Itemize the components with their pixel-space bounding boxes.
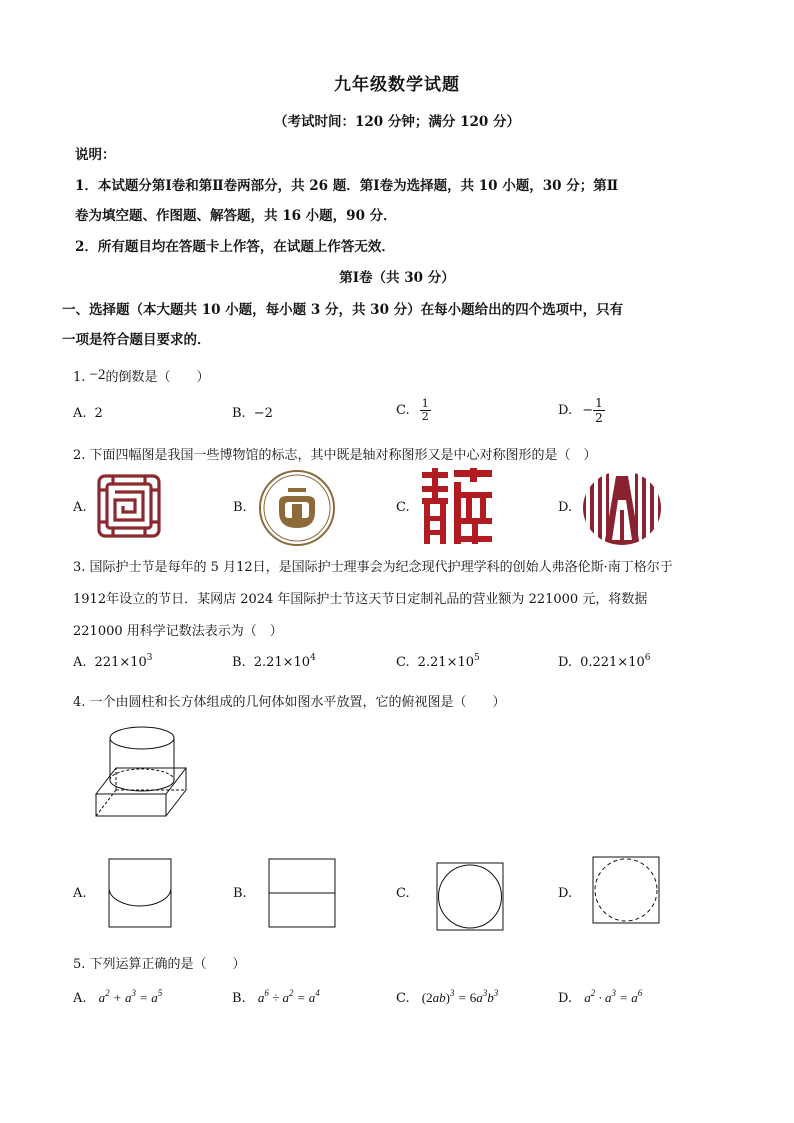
q2-option-d-label[interactable]: D.: [558, 500, 573, 515]
q3-option-a[interactable]: A. $221\times 10^3$: [73, 653, 153, 670]
question-number: 1.: [73, 370, 86, 385]
page-subtitle: （考试时间：120 分钟；满分 120 分）: [274, 114, 520, 130]
top-view-option-a[interactable]: [108, 858, 172, 930]
q2-option-c-label[interactable]: C.: [396, 500, 410, 515]
q5-option-c[interactable]: C. $(2ab)^3 = 6a^3b^3$: [396, 988, 499, 1006]
instruction-item-2: 2．所有题目均在答题卡上作答，在试题上作答无效．: [75, 239, 395, 255]
q1-option-c[interactable]: C. $\frac{1}{2}$: [396, 397, 429, 423]
question-3-stem-line-3: 221000 用科学记数法表示为（ ）: [73, 624, 283, 639]
fraction: $\frac{1}{2}$: [595, 396, 603, 425]
q5-option-b[interactable]: B. $a^6 \div a^2 = a^4$: [232, 988, 320, 1006]
museum-logo-c[interactable]: [420, 468, 494, 546]
q3-option-d[interactable]: D. $0.221\times 10^6$: [558, 653, 651, 670]
q1-option-b[interactable]: B. −2: [232, 406, 273, 421]
q4-option-a-label[interactable]: A.: [73, 886, 87, 901]
q1-option-a[interactable]: A. 2: [73, 406, 103, 421]
q5-option-a[interactable]: A. $a^2 + a^3 = a^5$: [73, 988, 163, 1006]
top-view-option-d[interactable]: [592, 856, 660, 924]
solid-figure: [90, 722, 190, 822]
instruction-item-1-line-2: 卷为填空题、作图题、解答题，共 16 小题，90 分．: [75, 208, 397, 224]
museum-logo-a[interactable]: [93, 470, 165, 542]
section-title: 第Ⅰ卷（共 30 分）: [339, 270, 455, 286]
question-2-stem: 2. 下面四幅图是我国一些博物馆的标志，其中既是轴对称图形又是中心对称图形的是（ ）: [73, 448, 597, 463]
q5-option-d[interactable]: D. $a^2 \cdot a^3 = a^6$: [558, 988, 643, 1006]
stem-math: −2: [89, 367, 106, 383]
q4-option-c-label[interactable]: C.: [396, 886, 410, 901]
instructions-heading: 说明：: [75, 147, 116, 163]
q4-option-d-label[interactable]: D.: [558, 886, 573, 901]
museum-logo-d[interactable]: [582, 470, 662, 546]
question-4-stem: 4. 一个由圆柱和长方体组成的几何体如图水平放置，它的俯视图是（ ）: [73, 695, 506, 710]
page-title: 九年级数学试题: [334, 75, 460, 95]
fraction: $\frac{1}{2}$: [421, 397, 429, 423]
question-3-stem-line-2: 1912年设立的节日．某网店 2024 年国际护士节这天节日定制礼品的营业额为 221000 元，将数据: [73, 592, 648, 607]
q2-option-b-label[interactable]: B.: [233, 500, 247, 515]
q2-option-a-label[interactable]: A.: [73, 500, 87, 515]
section-intro-line-1: 一、选择题（本大题共 10 小题，每小题 3 分，共 30 分）在每小题给出的四个选项中，只有: [62, 302, 624, 318]
question-3-stem-line-1: 3. 国际护士节是每年的 5 月12日，是国际护士理事会为纪念现代护理学科的创始人弗洛伦斯·南丁格尔于: [73, 560, 673, 575]
section-intro-line-2: 一项是符合题目要求的．: [62, 332, 211, 348]
question-5-stem: 5. 下列运算正确的是（ ）: [73, 957, 246, 972]
museum-logo-b[interactable]: [257, 468, 337, 548]
q3-option-c[interactable]: C. $2.21\times 10^5$: [396, 653, 480, 670]
top-view-option-b[interactable]: [268, 858, 336, 930]
q4-option-b-label[interactable]: B.: [233, 886, 247, 901]
stem-text: 的倒数是（ ）: [105, 370, 210, 385]
instruction-item-1-line-1: 1．本试题分第Ⅰ卷和第Ⅱ卷两部分，共 26 题．第Ⅰ卷为选择题，共 10 小题，30 分；第Ⅱ: [75, 178, 619, 194]
question-1-stem: [73, 366, 210, 385]
q1-option-d[interactable]: D. − $\frac{1}{2}$: [558, 396, 603, 425]
top-view-option-c[interactable]: [436, 862, 504, 932]
q3-option-b[interactable]: B. $2.21\times 10^4$: [232, 653, 316, 670]
